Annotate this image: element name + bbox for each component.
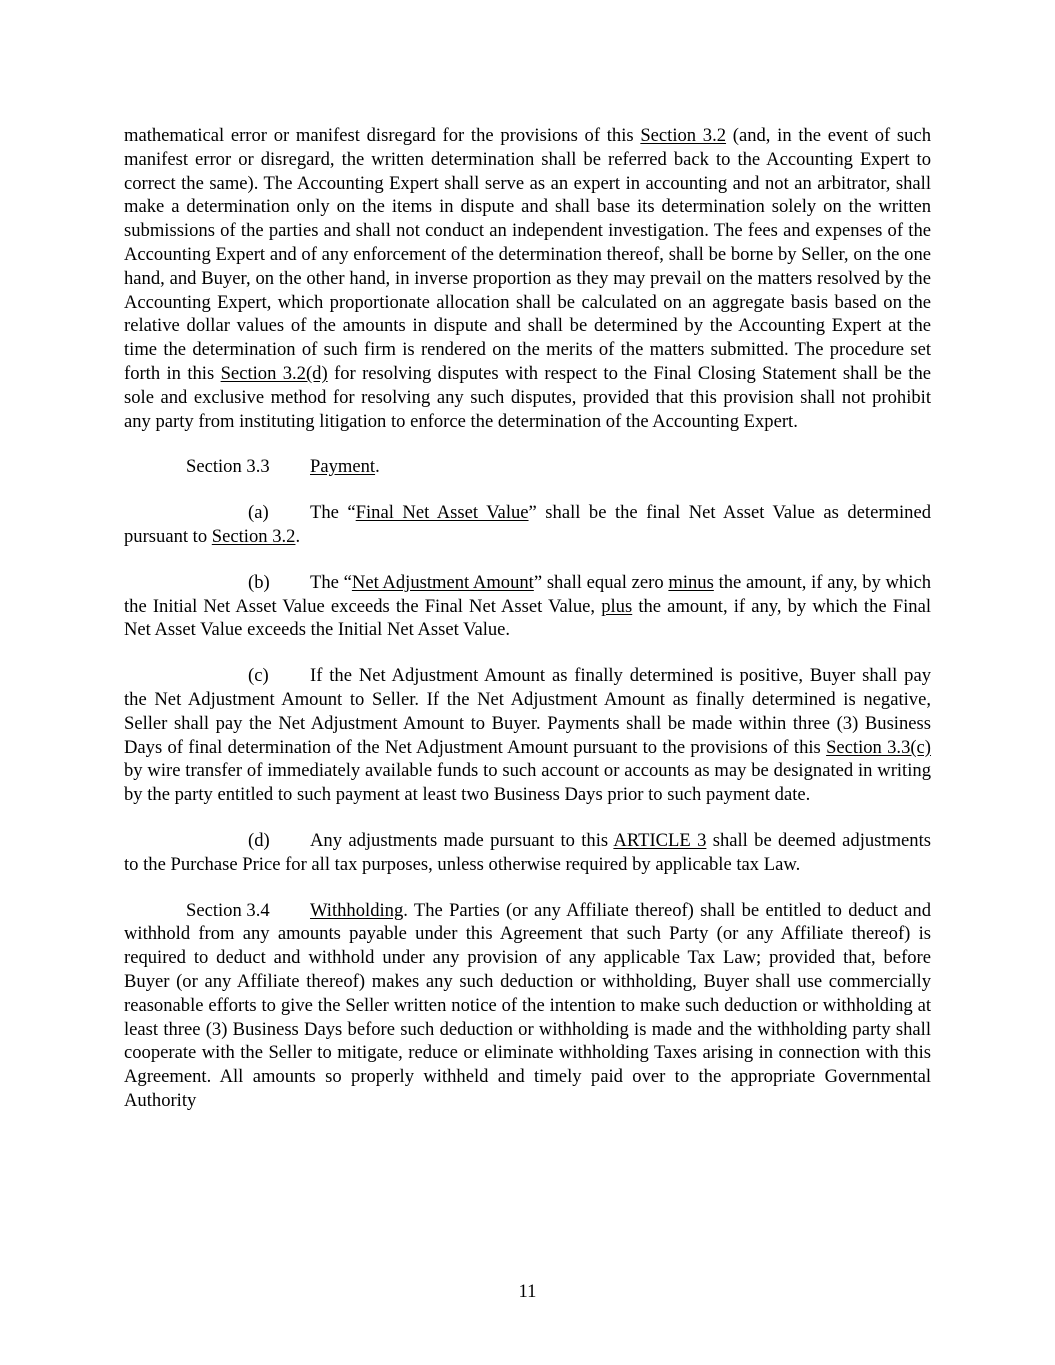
cross-reference-section-3-2: Section 3.2 [640,125,727,146]
text-run: mathematical error or manifest disregard for the provisions of this [124,125,641,146]
section-3-4-paragraph [124,899,931,1113]
clause-label: (b) [248,571,270,593]
paragraph-accounting-expert [124,124,931,433]
text-run: for resolving disputes with respect to the Final Closing Statement shall be the sole and exclusive method for resolving any such disputes, provided that this provision shall not prohibit any party from instituting litigation to enforce the determination of the Accounting Expert. [124,362,932,432]
emphasis-plus: plus [601,595,633,617]
cross-reference: ARTICLE 3 [613,829,707,851]
text-run: The “ [310,502,356,524]
text-run: (and, in the event of such manifest error or disregard, the written determination shall be referred back to the Accounting Expert to correct the same). The Accounting Expert shall serve as an expert in accounting and not an arbitrator, shall make a determination only on the items in dispute and shall base its determination solely on the written submissions of the parties and shall not conduct an independent investigation. The fees and expenses of the Accounting Expert and of any enforcement of the determination thereof, shall be borne by Seller, on the one hand, and Buyer, on the other hand, in inverse proportion as they may prevail on the matters resolved by the Accounting Expert, which proportionate allocation shall be calculated on an aggregate basis based on the relative dollar values of the amounts in dispute and shall be determined by the Accounting Expert at the time the determination of such firm is rendered on the merits of the matters submitted. The procedure set forth in this [124,125,932,384]
text-run: the amount, if any, by which the Initial Net Asset Value exceeds the Final Net Asset Value, [124,571,931,617]
clause-c [124,664,931,807]
defined-term: Net Adjustment Amount [351,571,534,593]
clause-a [124,501,931,549]
text-run: . [375,456,380,478]
text-run: the amount, if any, by which the Final Net Asset Value exceeds the Initial Net Asset Value. [124,595,931,641]
section-number: Section 3.4 [186,899,270,921]
clause-label: (d) [248,829,270,851]
section-3-3-heading [124,455,931,479]
page-number: 11 [518,1281,537,1302]
text-run: shall be deemed adjustments to the Purchase Price for all tax purposes, unless otherwise required by applicable tax Law. [124,829,931,875]
clause-b [124,571,931,642]
text-run: ” shall equal zero [533,571,669,593]
text-run: If the Net Adjustment Amount as finally determined is positive, Buyer shall pay the Net Adjustment Amount to Seller. If the Net Adjustment Amount as finally determined is negative, Seller shall pay the Net Adjustment Amount to Buyer. Payments shall be made within three (3) Business Days of final determination of the Net Adjustment Amount pursuant to the provisions of this [124,665,931,758]
defined-term: Final Net Asset Value [355,502,529,524]
section-number: Section 3.3 [186,456,270,478]
cross-reference-section-3-2-d: Section 3.2(d) [220,362,328,384]
cross-reference: Section 3.2 [211,525,296,547]
section-title: Withholding [310,899,404,921]
clause-label: (c) [248,665,269,687]
page-body [124,124,931,1113]
text-run: The “ [310,571,352,593]
clause-label: (a) [248,502,269,524]
text-run: . [295,525,301,547]
text-run: . The Parties (or any Affiliate thereof) shall be entitled to deduct and withhold from any amounts payable under this Agreement that such Party (or any Affiliate thereof) is required to deduct and withhold under any provision of any applicable Tax Law; provided that, before Buyer (or any Affiliate thereof) makes any such deduction or withholding, Buyer shall use commercially reasonable efforts to give the Seller written notice of the intention to make such deduction or withholding at least three (3) Business Days before such deduction or withholding is made and the withholding party shall cooperate with the Seller to mitigate, reduce or eliminate withholding Taxes arising in connection with this Agreement. All amounts so properly withheld and timely paid over to the appropriate Governmental Authority [124,899,931,1111]
text-run: by wire transfer of immediately available funds to such account or accounts as may be designated in writing by the party entitled to such payment at least two Business Days prior to such payment date. [124,760,931,806]
emphasis-minus: minus [668,571,714,593]
cross-reference: Section 3.3(c) [826,736,931,758]
clause-d [124,829,931,877]
text-run: ” shall be the final Net Asset Value as determined pursuant to [124,502,931,547]
section-title: Payment [310,456,376,478]
text-run: Any adjustments made pursuant to this [310,829,614,851]
